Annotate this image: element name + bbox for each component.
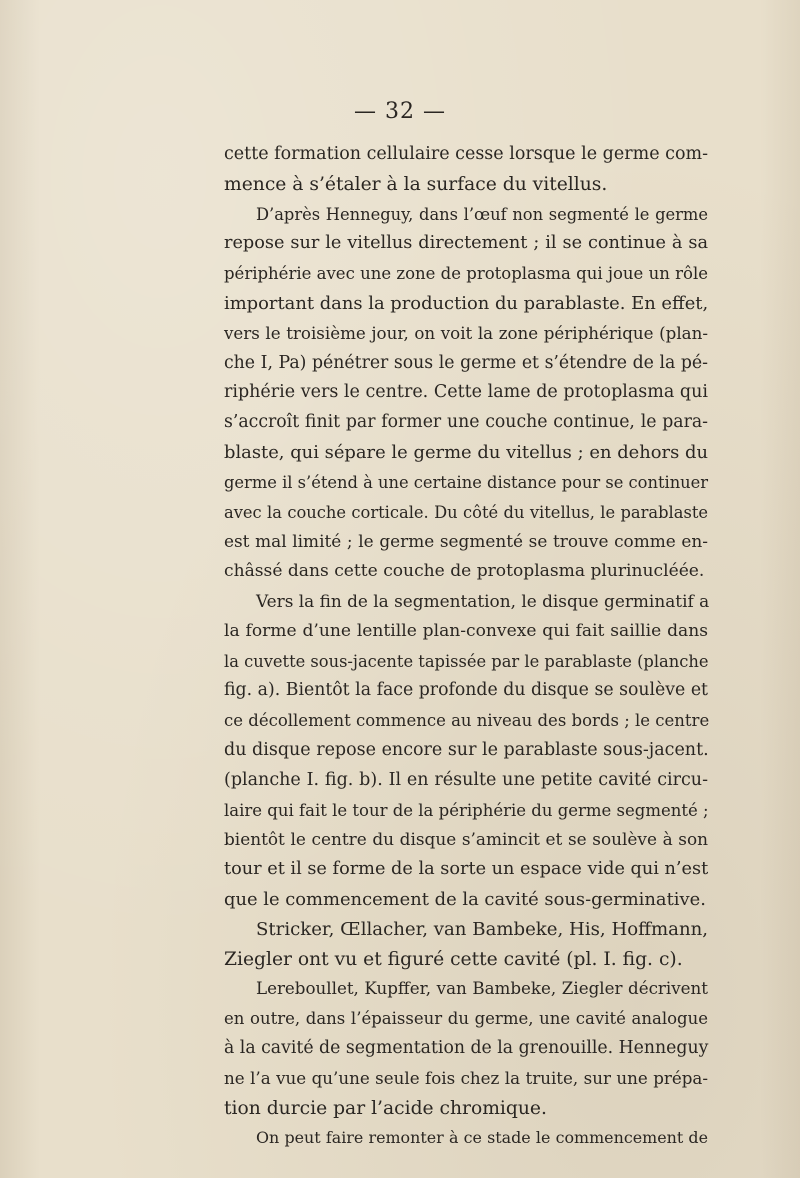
text-line: avec la couche corticale. Du côté du vitellus, le parablaste — [224, 502, 708, 522]
text-line: important dans la production du parablaste. En effet, — [224, 292, 709, 314]
text-line: châssé dans cette couche de protoplasma plurinucléée. — [224, 561, 705, 582]
text-line: On peut faire remonter à ce stade le commencement de — [256, 1128, 708, 1148]
text-line: germe il s’étend à une certaine distance pour se continuer — [224, 472, 709, 492]
text-line: mence à s’étaler à la surface du vitellus. — [224, 173, 608, 195]
text-line: à la cavité de segmentation de la grenouille. Henneguy — [224, 1037, 709, 1058]
text-line: que le commencement de la cavité sous-germinative. — [224, 888, 706, 910]
text-line: laire qui fait le tour de la périphérie du germe segmenté ; — [224, 800, 709, 820]
text-line: (planche I. fig. b). Il en résulte une petite cavité circu- — [224, 769, 708, 790]
text-line: bientôt le centre du disque s’amincit et se soulève à son — [224, 829, 708, 850]
text-line: est mal limité ; le germe segmenté se trouve comme en- — [224, 531, 708, 552]
text-line: fig. a). Bientôt la face profonde du disque se soulève et — [224, 680, 708, 701]
text-line: D’après Henneguy, dans l’œuf non segmenté le germe — [256, 204, 708, 224]
text-line: riphérie vers le centre. Cette lame de protoplasma qui — [224, 382, 708, 403]
page-number: — 32 — — [354, 99, 446, 124]
text-line: en outre, dans l’épaisseur du germe, une cavité analogue — [224, 1009, 708, 1029]
text-line: du disque repose encore sur le parablaste sous-jacent. — [224, 739, 709, 760]
text-line: s’accroît finit par former une couche continue, le para- — [224, 412, 708, 433]
text-line: ne l’a vue qu’une seule fois chez la truite, sur une prépa- — [224, 1067, 708, 1088]
text-line: Stricker, Œllacher, van Bambeke, His, Hoffmann, — [256, 918, 708, 940]
text-line: cette formation cellulaire cesse lorsque le germe com- — [224, 144, 708, 164]
text-line: la cuvette sous-jacente tapissée par le parablaste (planche — [224, 651, 709, 671]
text-line: repose sur le vitellus directement ; il se continue à sa — [224, 233, 708, 254]
text-line: la forme d’une lentille plan-convexe qui fait saillie dans — [224, 620, 708, 641]
text-line: tour et il se forme de la sorte un espace vide qui n’est — [224, 859, 709, 880]
text-line: Lereboullet, Kupffer, van Bambeke, Ziegler décrivent — [256, 978, 708, 999]
text-line: périphérie avec une zone de protoplasma qui joue un rôle — [224, 264, 708, 284]
text-line: vers le troisième jour, on voit la zone périphérique (plan- — [224, 322, 708, 343]
text-line: che I, Pa) pénétrer sous le germe et s’étendre de la pé- — [224, 352, 708, 373]
text-line: Vers la fin de la segmentation, le disque germinatif a — [256, 590, 710, 611]
text-line: ce décollement commence au niveau des bords ; le centre — [224, 711, 710, 731]
text-line: tion durcie par l’acide chromique. — [224, 1097, 547, 1119]
body-text — [224, 140, 708, 1153]
text-line: blaste, qui sépare le germe du vitellus ; en dehors du — [224, 441, 708, 463]
text-line: Ziegler ont vu et figuré cette cavité (pl. I. fig. c). — [224, 948, 683, 970]
